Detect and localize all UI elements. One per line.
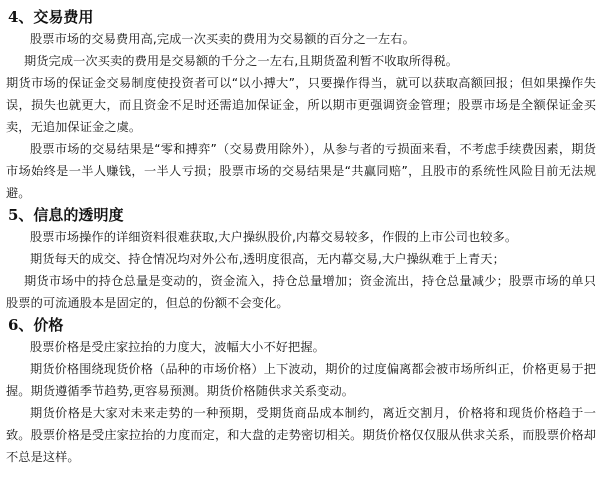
paragraph-zero-sum: 股票市场的交易结果是“零和搏弈”（交易费用除外），从参与者的亏损面来看，不考虑手续费因素，期货市场始终是一半人赚钱，一半人亏损；股票市场的交易结果是“共赢同赔”，且股市的系统性风险目前无法规避。 bbox=[6, 142, 596, 200]
section-heading-trading-costs: 4、交易费用 bbox=[8, 8, 94, 26]
paragraph-open-interest: 期货市场中的持仓总量是变动的，资金流入，持仓总量增加；资金流出，持仓总量减少；股票市场的单只股票的可流通股本是固定的，但总的份额不会变化。 bbox=[6, 274, 596, 310]
paragraph-stock-info: 股票市场操作的详细资料很难获取,大户操纵股价,内幕交易较多，作假的上市公司也较多。 bbox=[30, 230, 518, 244]
paragraph-stock-fee: 股票市场的交易费用高,完成一次买卖的费用为交易额的百分之一左右。 bbox=[30, 32, 415, 46]
section-heading-price: 6、价格 bbox=[8, 316, 64, 334]
paragraph-futures-expectation: 期货价格是大家对未来走势的一种预期，受期货商品成本制约，离近交割月，价格将和现货价格趋于一致。股票价格是受庄家拉抬的力度而定，和大盘的走势密切相关。期货价格仅仅服从供求关系，而股票价格却不总是这样。 bbox=[6, 406, 596, 464]
paragraph-futures-price-spot: 期货价格围绕现货价格（品种的市场价格）上下波动，期价的过度偏离都会被市场所纠正，价格更易于把握。期货遵循季节趋势,更容易预测。期货价格随供求关系变动。 bbox=[6, 362, 596, 398]
paragraph-futures-disclosure: 期货每天的成交、持仓情况均对外公布,透明度很高，无内幕交易,大户操纵难于上青天； bbox=[30, 252, 505, 266]
paragraph-margin-system: 期货市场的保证金交易制度使投资者可以“以小搏大”，只要操作得当，就可以获取高额回报；但如果操作失误，损失也就更大，而且资金不足时还需追加保证金，所以期市更强调资金管理；股票市场是全额保证金买卖，无追加保证金之虞。 bbox=[6, 76, 596, 134]
paragraph-futures-fee: 期货完成一次买卖的费用是交易额的千分之一左右,且期货盈利暂不收取所得税。 bbox=[24, 54, 459, 68]
section-heading-transparency: 5、信息的透明度 bbox=[8, 206, 124, 224]
paragraph-stock-price: 股票价格是受庄家拉抬的力度大，波幅大小不好把握。 bbox=[30, 340, 325, 354]
